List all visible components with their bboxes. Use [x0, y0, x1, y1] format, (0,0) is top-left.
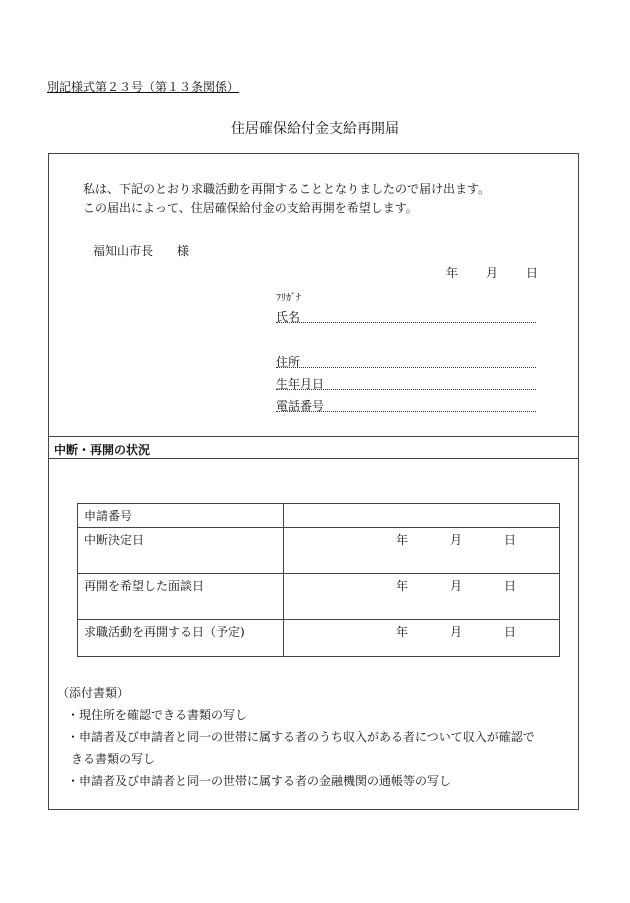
- table-row: [78, 620, 560, 657]
- interview-day-label: 日: [504, 579, 517, 593]
- birthdate-label: 生年月日: [276, 377, 325, 391]
- table-row: [78, 504, 560, 528]
- suspension-month-label: 月: [450, 533, 463, 547]
- interview-date-field[interactable]: [284, 574, 560, 620]
- page-title: 住居確保給付金支給再開届: [231, 121, 399, 137]
- resume-date-field[interactable]: [284, 620, 560, 657]
- table-row: [78, 528, 560, 574]
- name-label: 氏名: [276, 310, 301, 324]
- application-number-label: 申請番号: [78, 504, 284, 528]
- address-field[interactable]: [276, 366, 536, 368]
- furigana-label: ﾌﾘｶﾞﾅ: [276, 293, 301, 304]
- resume-day-label: 日: [504, 625, 517, 639]
- submission-day-label: 日: [526, 266, 539, 280]
- interview-year-label: 年: [396, 579, 409, 593]
- table-row: [78, 574, 560, 620]
- submission-month-label: 月: [486, 266, 499, 280]
- suspension-date-label: 中断決定日: [78, 528, 284, 574]
- name-field[interactable]: [276, 321, 536, 323]
- resume-year-label: 年: [396, 625, 409, 639]
- phone-label: 電話番号: [276, 399, 325, 413]
- application-number-field[interactable]: [284, 504, 560, 528]
- phone-field[interactable]: [276, 410, 536, 412]
- intro-line-2: この届出によって、住居確保給付金の支給再開を希望します。: [83, 201, 418, 215]
- resume-month-label: 月: [450, 625, 463, 639]
- attachment-item: ・申請者及び申請者と同一の世帯に属する者のうち収入がある者について収入が確認で: [67, 730, 535, 744]
- attachment-item: ・現住所を確認できる書類の写し: [67, 708, 248, 722]
- suspension-day-label: 日: [504, 533, 517, 547]
- attachments-heading: （添付書類）: [57, 686, 130, 700]
- attachment-item: ・申請者及び申請者と同一の世帯に属する者の金融機関の通帳等の写し: [67, 774, 452, 788]
- suspension-year-label: 年: [396, 533, 409, 547]
- suspension-date-field[interactable]: [284, 528, 560, 574]
- submission-year-label: 年: [446, 266, 459, 280]
- interview-date-label: 再開を希望した面談日: [78, 574, 284, 620]
- attachment-item-continued: きる書類の写し: [71, 752, 156, 766]
- address-label: 住所: [276, 355, 301, 369]
- addressee: 福知山市長 様: [93, 244, 190, 258]
- form-number: 別記様式第２３号（第１３条関係）: [47, 80, 240, 94]
- interview-month-label: 月: [450, 579, 463, 593]
- section-title: 中断・再開の状況: [54, 443, 151, 457]
- resume-date-label: 求職活動を再開する日（予定): [78, 620, 284, 657]
- intro-line-1: 私は、下記のとおり求職活動を再開することとなりましたので届け出ます。: [83, 182, 491, 196]
- status-table: [77, 503, 560, 657]
- birthdate-field[interactable]: [276, 388, 536, 390]
